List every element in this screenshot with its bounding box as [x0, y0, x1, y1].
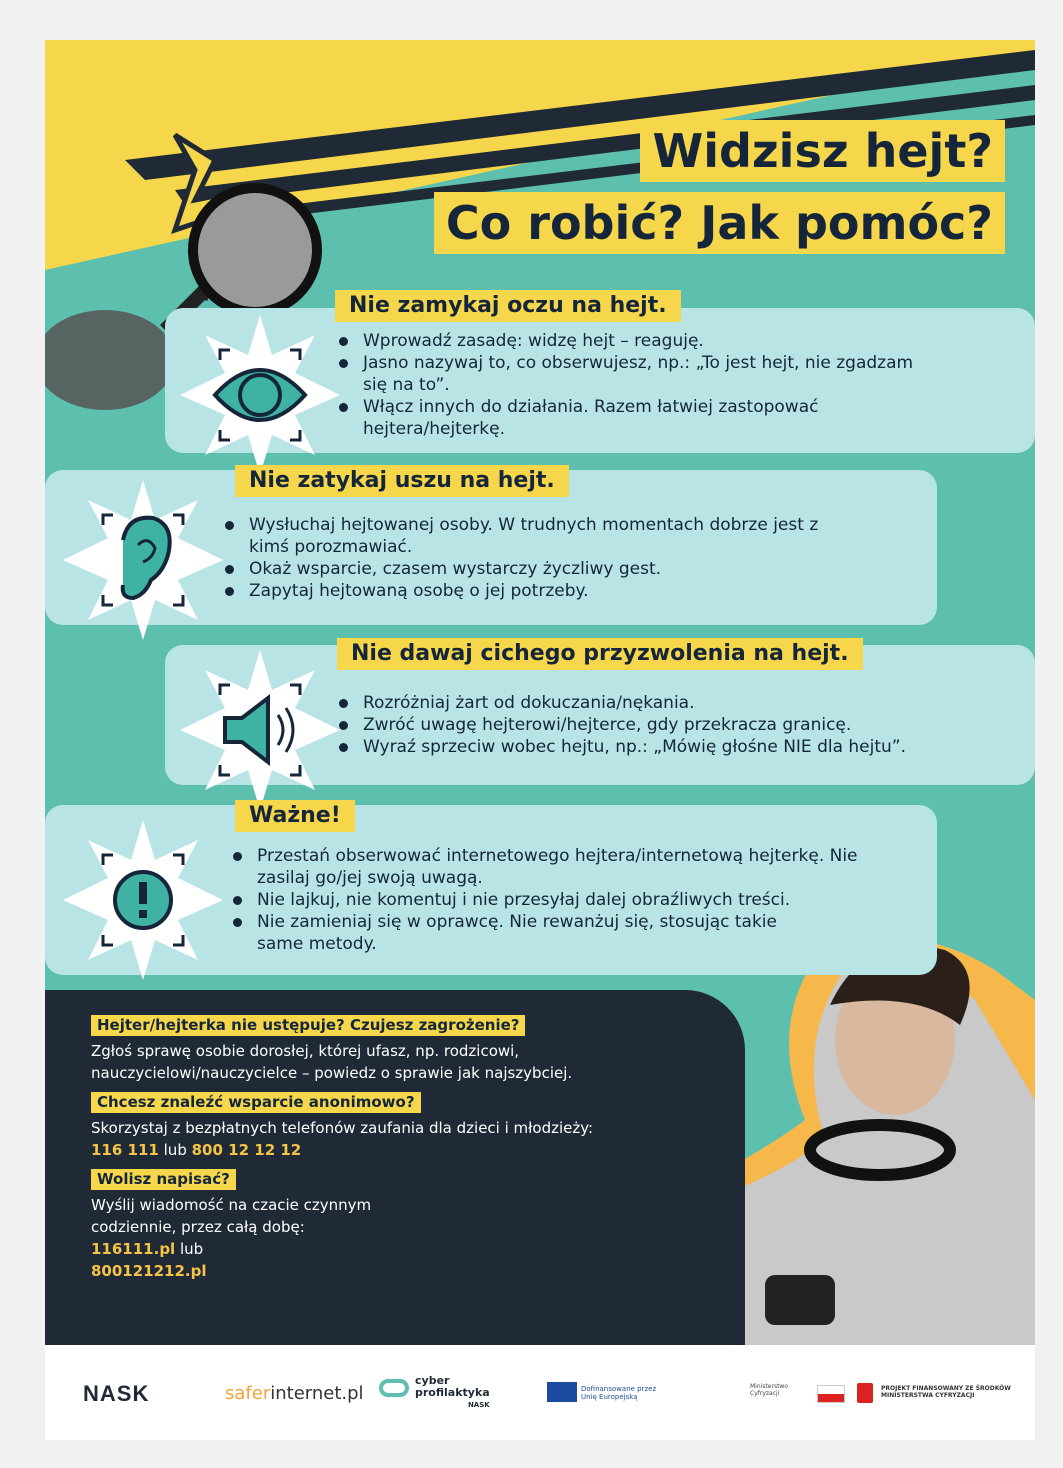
bullet: Zwróć uwagę hejterowi/hejterce, gdy przekracza granicę.	[337, 714, 1027, 736]
site-or: lub	[179, 1240, 204, 1258]
section-bullets-3	[337, 692, 1027, 758]
nask-logo: NASK	[83, 1381, 150, 1406]
help-answer-1: Zgłoś sprawę osobie dorosłej, której ufasz, np. rodzicowi, nauczycielowi/nauczycielce – powiedz o sprawie jak najszybciej.	[91, 1042, 573, 1082]
bullet: Okaż wsparcie, czasem wystarczy życzliwy gest.	[223, 558, 833, 580]
bullet: Rozróżniaj żart od dokuczania/nękania.	[337, 692, 1027, 714]
section-heading-2: Nie zatykaj uszu na hejt.	[235, 465, 569, 497]
footer-logos	[45, 1345, 1035, 1440]
section-heading-4: Ważne!	[235, 800, 355, 832]
eye-icon	[180, 315, 340, 475]
help-question-3: Wolisz napisać?	[91, 1169, 236, 1190]
bullet: Nie lajkuj, nie komentuj i nie przesyłaj dalej obraźliwych treści.	[231, 889, 911, 911]
project-funding-logo: PROJEKT FINANSOWANY ZE ŚRODKÓW MINISTERSTWA CYFRYZACJI	[881, 1385, 1011, 1399]
help-question-1: Hejter/hejterka nie ustępuje? Czujesz zagrożenie?	[91, 1015, 525, 1036]
bullet: Wprowadź zasadę: widzę hejt – reaguję.	[337, 330, 937, 352]
bullet: Przestań obserwować internetowego hejtera/internetową hejterkę. Nie zasilaj go/jej swoją uwagą.	[231, 845, 911, 889]
section-heading-1: Nie zamykaj oczu na hejt.	[335, 290, 681, 322]
saferinternet-logo: saferinternet.pl	[225, 1383, 364, 1404]
help-answer-3: Wyślij wiadomość na czacie czynnym codziennie, przez całą dobę:	[91, 1196, 372, 1236]
title-line-1: Widzisz hejt?	[640, 120, 1005, 182]
bullet: Jasno nazywaj to, co obserwujesz, np.: „To jest hejt, nie zgadzam się na to”.	[337, 352, 937, 396]
bullet: Zapytaj hejtowaną osobę o jej potrzeby.	[223, 580, 833, 602]
section-bullets-4	[231, 845, 911, 955]
help-content	[91, 1015, 731, 1282]
eu-flag-icon	[547, 1382, 577, 1402]
help-answer-2: Skorzystaj z bezpłatnych telefonów zaufania dla dzieci i młodzieży:	[91, 1119, 594, 1137]
ministry-logo: Ministerstwo Cyfryzacji	[750, 1383, 789, 1397]
help-question-2: Chcesz znaleźć wsparcie anonimowo?	[91, 1092, 421, 1113]
section-bullets-1	[337, 330, 937, 440]
cyberprofilaktyka-mark-icon	[379, 1379, 409, 1397]
site-116111[interactable]: 116111.pl	[91, 1240, 176, 1258]
poland-flag-icon	[817, 1385, 845, 1403]
phone-800121212[interactable]: 800 12 12 12	[191, 1141, 302, 1159]
chat-sites	[91, 1238, 731, 1282]
eagle-crest-icon	[857, 1383, 873, 1403]
bullet: Wyraź sprzeciw wobec hejtu, np.: „Mówię głośne NIE dla hejtu”.	[337, 736, 1027, 758]
phone-or: lub	[163, 1141, 187, 1159]
bullet: Wysłuchaj hejtowanej osoby. W trudnych momentach dobrze jest z kimś porozmawiać.	[223, 514, 833, 558]
section-bullets-2	[223, 514, 833, 602]
poster	[45, 40, 1035, 1440]
speaker-icon	[180, 650, 340, 810]
exclamation-icon	[63, 820, 223, 980]
phone-116111[interactable]: 116 111	[91, 1141, 159, 1159]
phone-numbers	[91, 1139, 731, 1161]
ear-icon	[63, 480, 223, 640]
bullet: Włącz innych do działania. Razem łatwiej zastopować hejtera/hejterkę.	[337, 396, 937, 440]
eu-funding-logo: Dofinansowane przez Unię Europejską	[581, 1385, 656, 1401]
title-line-2: Co robić? Jak pomóc?	[434, 192, 1005, 254]
section-heading-3: Nie dawaj cichego przyzwolenia na hejt.	[337, 638, 863, 670]
poster-title	[434, 120, 1005, 264]
bullet: Nie zamieniaj się w oprawcę. Nie rewanżuj się, stosując takie same metody.	[231, 911, 817, 955]
site-800121212[interactable]: 800121212.pl	[91, 1262, 207, 1280]
cyberprofilaktyka-logo: cyber profilaktyka NASK	[415, 1375, 490, 1411]
